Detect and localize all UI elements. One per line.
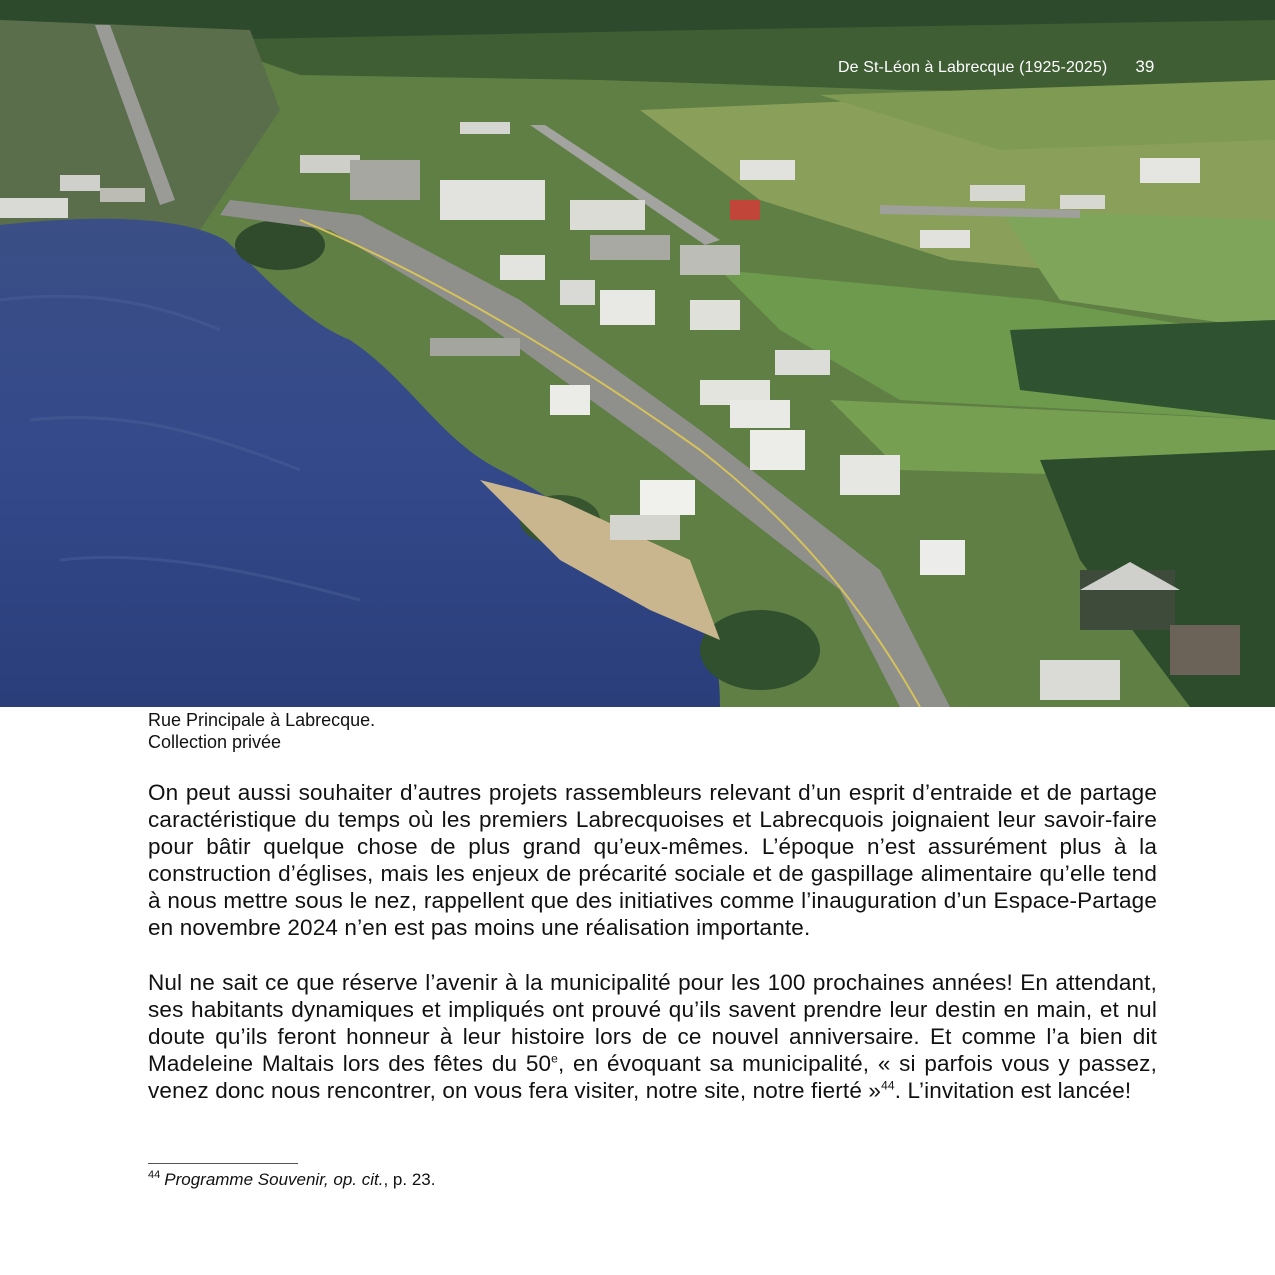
- caption-credit: Collection privée: [148, 732, 282, 752]
- body-paragraph-2: [148, 969, 1157, 1104]
- running-head: [838, 57, 1154, 77]
- running-title: De St-Léon à Labrecque (1925-2025): [838, 59, 1108, 76]
- footnote-source-title: Programme Souvenir, op. cit.: [164, 1170, 384, 1189]
- footnote-reference[interactable]: 44: [881, 1078, 895, 1093]
- caption-title: Rue Principale à Labrecque.: [148, 710, 376, 730]
- footnote: [148, 1169, 435, 1191]
- page-number: 39: [1135, 57, 1155, 76]
- paragraph-2-text-a: Nul ne sait ce que réserve l’avenir à la municipalité pour les 100 prochaines années! En attendant, ses habitants dynamiques et impliqués ont prouvé qu’ils savent prendre leur destin en main, et nul doute qu’ils feront honneur à leur histoire lors de ce nouvel anniversaire. Et comme l’a bien dit Madeleine Maltais lors des fêtes du 50: [148, 970, 1157, 1076]
- body-paragraph-1: On peut aussi souhaiter d’autres projets rassembleurs relevant d’un esprit d’entraide et de partage caractéristique du temps où les premiers Labrecquoises et Labrecquois joignaient leur savoir-faire pour bâtir quelque chose de plus grand qu’eux-mêmes. L’époque n’est assurément plus à la construction d’églises, mais les enjeux de précarité sociale et de gaspillage alimentaire qu’elle tend à nous mettre sous le nez, rappellent que des initiatives comme l’inauguration d’un Espace-Partage en novembre 2024 n’en est pas moins une réalisation importante.: [148, 780, 1157, 940]
- ordinal-superscript: e: [551, 1051, 558, 1066]
- footnote-source-page: , p. 23.: [383, 1170, 436, 1189]
- footnote-number: 44: [148, 1169, 161, 1182]
- footnote-divider: [148, 1163, 298, 1164]
- paragraph-2-text-c: . L’invitation est lancée!: [894, 1078, 1132, 1103]
- photo-caption: [148, 709, 375, 753]
- paragraph-2-text-b: , en évoquant sa municipalité, « si parfois vous y passez, venez donc nous rencontrer, on vous fera visiter, notre site, notre fierté »: [148, 1051, 1157, 1103]
